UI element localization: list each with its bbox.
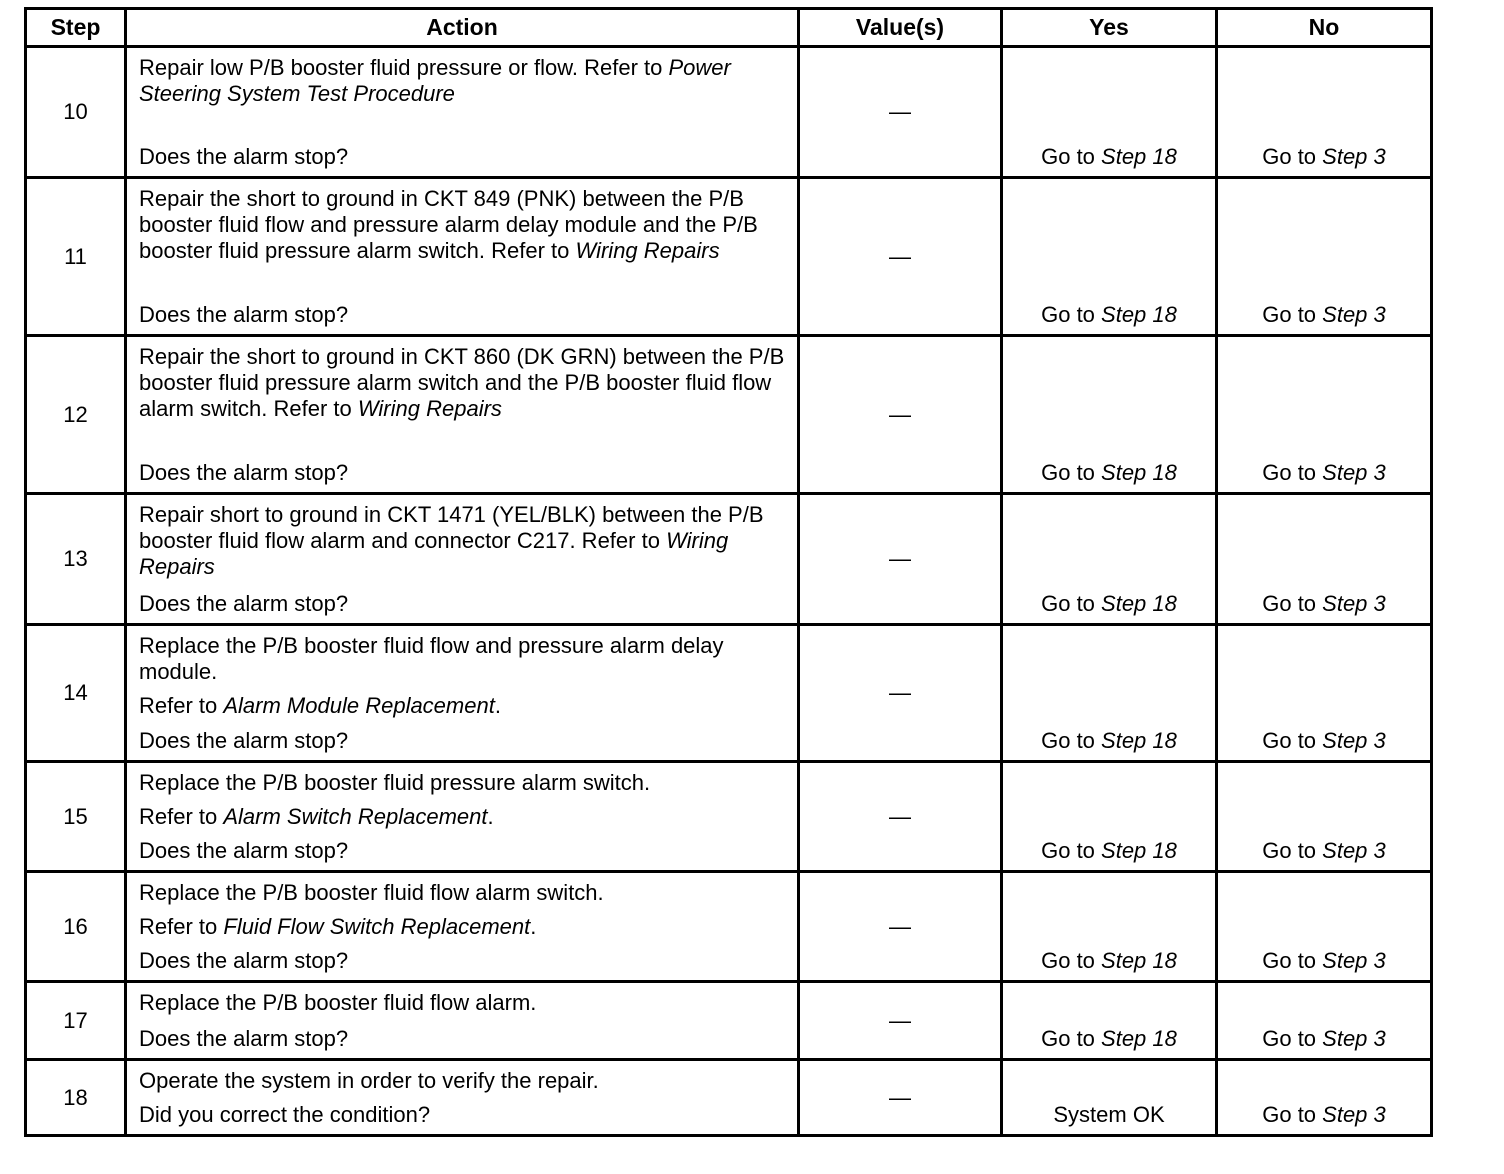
no-text: Go to bbox=[1262, 460, 1323, 485]
no-cell bbox=[1217, 625, 1432, 762]
no-cell bbox=[1217, 178, 1432, 336]
yes-cell bbox=[1002, 47, 1217, 178]
action-lines bbox=[139, 502, 787, 588]
action-text-suffix: . bbox=[530, 914, 537, 939]
action-lines bbox=[139, 990, 787, 1024]
value-cell: — bbox=[799, 336, 1002, 494]
action-line bbox=[139, 1068, 787, 1094]
action-text: Replace the P/B booster fluid flow alarm switch. bbox=[139, 880, 604, 905]
action-lines bbox=[139, 880, 787, 948]
yes-step-reference: Step 18 bbox=[1101, 302, 1177, 327]
action-text: Replace the P/B booster fluid pressure alarm switch. bbox=[139, 770, 651, 795]
action-text: Replace the P/B booster fluid flow alarm. bbox=[139, 990, 537, 1015]
no-text: Go to bbox=[1262, 1026, 1323, 1051]
action-question: Does the alarm stop? bbox=[139, 302, 349, 327]
yes-step-reference: Step 18 bbox=[1101, 838, 1177, 863]
action-lines bbox=[139, 186, 787, 272]
procedure-reference: Alarm Module Replacement bbox=[223, 693, 495, 718]
yes-cell bbox=[1002, 872, 1217, 982]
action-text: Replace the P/B booster fluid flow and pressure alarm delay module. bbox=[139, 633, 724, 684]
value-cell: — bbox=[799, 625, 1002, 762]
action-lines bbox=[139, 55, 787, 115]
value-cell: — bbox=[799, 1060, 1002, 1136]
action-text: Operate the system in order to verify the repair. bbox=[139, 1068, 599, 1093]
value-cell: — bbox=[799, 47, 1002, 178]
no-text: Go to bbox=[1262, 591, 1323, 616]
action-line bbox=[139, 990, 787, 1016]
action-text: Repair low P/B booster fluid pressure or flow. Refer to bbox=[139, 55, 669, 80]
value-cell: — bbox=[799, 872, 1002, 982]
action-line bbox=[139, 880, 787, 906]
action-content bbox=[139, 633, 787, 754]
action-question: Does the alarm stop? bbox=[139, 460, 349, 485]
action-content bbox=[139, 1068, 787, 1128]
yes-text: Go to bbox=[1041, 591, 1102, 616]
yes-cell bbox=[1002, 762, 1217, 872]
no-text: Go to bbox=[1262, 728, 1323, 753]
action-lines bbox=[139, 344, 787, 430]
no-text: Go to bbox=[1262, 1102, 1323, 1127]
no-step-reference: Step 3 bbox=[1322, 838, 1386, 863]
no-text: Go to bbox=[1262, 838, 1323, 863]
no-step-reference: Step 3 bbox=[1322, 302, 1386, 327]
step-number: 17 bbox=[26, 982, 126, 1060]
action-text-suffix: . bbox=[487, 804, 494, 829]
no-text: Go to bbox=[1262, 144, 1323, 169]
yes-text: Go to bbox=[1041, 1026, 1102, 1051]
action-line bbox=[139, 693, 787, 719]
procedure-reference: Wiring Repairs bbox=[139, 528, 729, 579]
yes-text: Go to bbox=[1041, 948, 1102, 973]
action-cell bbox=[126, 982, 799, 1060]
step-number: 15 bbox=[26, 762, 126, 872]
yes-step-reference: Step 18 bbox=[1101, 591, 1177, 616]
action-text: Repair the short to ground in CKT 849 (PNK) between the P/B booster fluid flow and pressure alarm delay module and the P/B booster fluid pressure alarm switch. Refer to bbox=[139, 186, 758, 263]
action-line bbox=[139, 770, 787, 796]
yes-cell bbox=[1002, 982, 1217, 1060]
yes-text: Go to bbox=[1041, 144, 1102, 169]
action-content bbox=[139, 55, 787, 170]
no-text: Go to bbox=[1262, 302, 1323, 327]
table-row bbox=[26, 336, 1432, 494]
action-text-suffix: . bbox=[494, 693, 501, 718]
action-cell bbox=[126, 494, 799, 625]
step-number: 11 bbox=[26, 178, 126, 336]
yes-text: Go to bbox=[1041, 460, 1102, 485]
action-question: Does the alarm stop? bbox=[139, 144, 349, 169]
action-content bbox=[139, 502, 787, 617]
yes-text: Go to bbox=[1041, 728, 1102, 753]
action-question: Does the alarm stop? bbox=[139, 591, 349, 616]
action-cell bbox=[126, 872, 799, 982]
header-no: No bbox=[1217, 9, 1432, 47]
action-question: Did you correct the condition? bbox=[139, 1102, 431, 1127]
table-row bbox=[26, 872, 1432, 982]
no-step-reference: Step 3 bbox=[1322, 948, 1386, 973]
action-cell bbox=[126, 336, 799, 494]
action-text: Repair the short to ground in CKT 860 (DK GRN) between the P/B booster fluid pressure alarm switch and the P/B booster fluid flow alarm switch. Refer to bbox=[139, 344, 785, 421]
table-row bbox=[26, 1060, 1432, 1136]
action-text: Repair short to ground in CKT 1471 (YEL/BLK) between the P/B booster fluid flow alarm and connector C217. Refer to bbox=[139, 502, 764, 553]
no-step-reference: Step 3 bbox=[1322, 1102, 1386, 1127]
action-cell bbox=[126, 178, 799, 336]
action-cell bbox=[126, 625, 799, 762]
action-cell bbox=[126, 47, 799, 178]
no-step-reference: Step 3 bbox=[1322, 591, 1386, 616]
yes-cell bbox=[1002, 494, 1217, 625]
step-number: 14 bbox=[26, 625, 126, 762]
no-cell bbox=[1217, 494, 1432, 625]
yes-text: Go to bbox=[1041, 838, 1102, 863]
action-content bbox=[139, 186, 787, 328]
procedure-reference: Wiring Repairs bbox=[357, 396, 502, 421]
yes-cell bbox=[1002, 178, 1217, 336]
value-cell: — bbox=[799, 178, 1002, 336]
table-row bbox=[26, 982, 1432, 1060]
yes-step-reference: Step 18 bbox=[1101, 460, 1177, 485]
header-action: Action bbox=[126, 9, 799, 47]
action-text: Refer to bbox=[139, 693, 224, 718]
yes-cell bbox=[1002, 336, 1217, 494]
no-cell bbox=[1217, 336, 1432, 494]
action-text: Refer to bbox=[139, 914, 224, 939]
yes-step-reference: Step 18 bbox=[1101, 948, 1177, 973]
yes-step-reference: Step 18 bbox=[1101, 1026, 1177, 1051]
yes-cell bbox=[1002, 625, 1217, 762]
action-line bbox=[139, 804, 787, 830]
no-step-reference: Step 3 bbox=[1322, 1026, 1386, 1051]
action-lines bbox=[139, 633, 787, 727]
procedure-reference: Fluid Flow Switch Replacement bbox=[223, 914, 531, 939]
action-question: Does the alarm stop? bbox=[139, 728, 349, 753]
header-yes: Yes bbox=[1002, 9, 1217, 47]
action-question: Does the alarm stop? bbox=[139, 948, 349, 973]
table-row bbox=[26, 494, 1432, 625]
yes-text: Go to bbox=[1041, 302, 1102, 327]
action-question: Does the alarm stop? bbox=[139, 1026, 349, 1051]
header-values: Value(s) bbox=[799, 9, 1002, 47]
value-cell: — bbox=[799, 762, 1002, 872]
no-cell bbox=[1217, 1060, 1432, 1136]
no-step-reference: Step 3 bbox=[1322, 460, 1386, 485]
action-text: Refer to bbox=[139, 804, 224, 829]
value-cell: — bbox=[799, 982, 1002, 1060]
header-row bbox=[26, 9, 1432, 47]
no-step-reference: Step 3 bbox=[1322, 144, 1386, 169]
action-cell bbox=[126, 1060, 799, 1136]
table-row bbox=[26, 762, 1432, 872]
table-row bbox=[26, 625, 1432, 762]
step-number: 18 bbox=[26, 1060, 126, 1136]
step-number: 13 bbox=[26, 494, 126, 625]
action-content bbox=[139, 990, 787, 1052]
table-row bbox=[26, 178, 1432, 336]
no-step-reference: Step 3 bbox=[1322, 728, 1386, 753]
no-cell bbox=[1217, 762, 1432, 872]
action-content bbox=[139, 770, 787, 864]
yes-step-reference: Step 18 bbox=[1101, 144, 1177, 169]
action-line bbox=[139, 55, 787, 107]
action-content bbox=[139, 880, 787, 974]
diagnostic-table bbox=[24, 7, 1433, 1137]
yes-step-reference: Step 18 bbox=[1101, 728, 1177, 753]
action-line bbox=[139, 502, 787, 580]
value-cell: — bbox=[799, 494, 1002, 625]
action-lines bbox=[139, 1068, 787, 1102]
yes-text: System OK bbox=[1053, 1102, 1165, 1127]
action-content bbox=[139, 344, 787, 486]
action-line bbox=[139, 633, 787, 685]
action-line bbox=[139, 344, 787, 422]
action-line bbox=[139, 186, 787, 264]
action-cell bbox=[126, 762, 799, 872]
no-cell bbox=[1217, 872, 1432, 982]
step-number: 10 bbox=[26, 47, 126, 178]
step-number: 16 bbox=[26, 872, 126, 982]
procedure-reference: Alarm Switch Replacement bbox=[223, 804, 488, 829]
no-text: Go to bbox=[1262, 948, 1323, 973]
step-number: 12 bbox=[26, 336, 126, 494]
header-step: Step bbox=[26, 9, 126, 47]
procedure-reference: Power Steering System Test Procedure bbox=[139, 55, 731, 106]
action-lines bbox=[139, 770, 787, 838]
table-row bbox=[26, 47, 1432, 178]
action-question: Does the alarm stop? bbox=[139, 838, 349, 863]
yes-cell bbox=[1002, 1060, 1217, 1136]
action-line bbox=[139, 914, 787, 940]
no-cell bbox=[1217, 982, 1432, 1060]
no-cell bbox=[1217, 47, 1432, 178]
procedure-reference: Wiring Repairs bbox=[575, 238, 720, 263]
